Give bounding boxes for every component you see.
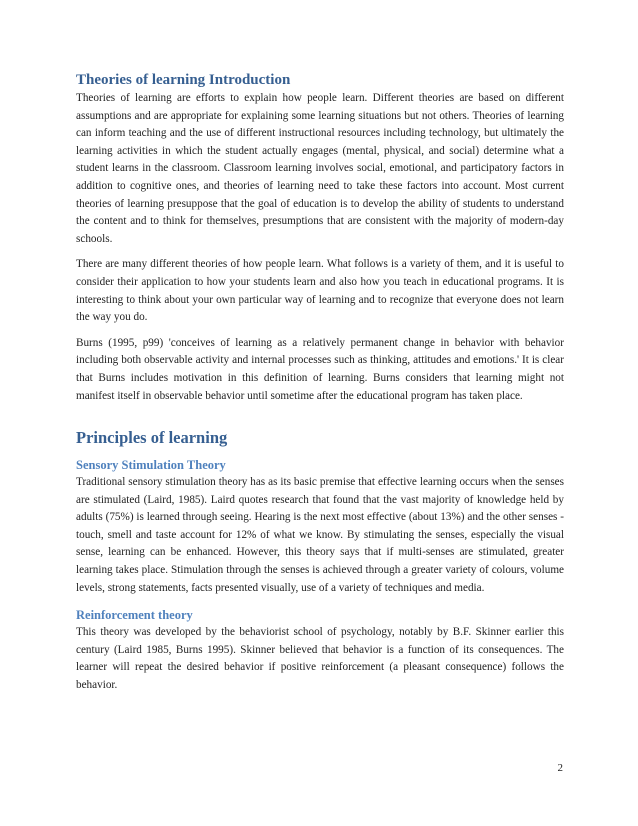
paragraph-burns: Burns (1995, p99) 'conceives of learning as a relatively permanent change in behavior with behavior including both observable activity and internal processes such as thinking, attitudes and emotions.' It is clear that Burns includes motivation in this definition of learning. Burns considers that learning might not manifest itself in observable behavior until sometime after the educational program has taken place. [76,336,564,402]
paragraph-reinforcement: This theory was developed by the behaviorist school of psychology, notably by B.F. Skinner earlier this century (Laird 1985, Burns 1995). Skinner believed that behavior is a function of its consequences. The learner will repeat the desired behavior if positive reinforcement (a pleasant consequence) follows the behavior. [76,626,564,692]
paragraph-sensory: Traditional sensory stimulation theory has as its basic premise that effective learning occurs when the senses are stimulated (Laird, 1985). Laird quotes research that found that the vast majority of knowledge held by adults (75%) is learned through seeing. Hearing is the next most effective (about 13%) and the other senses - touch, smell and taste account for 12% of what we know. By stimulating the senses, especially the visual sense, learning can be enhanced. However, this theory says that if multi-senses are stimulated, greater learning takes place. Stimulation through the senses is achieved through a greater variety of colours, volume levels, strong statements, facts presented visually, use of a variety of techniques and media. [76,476,564,594]
subheading-sensory: Sensory Stimulation Theory [76,458,226,473]
paragraph-intro: Theories of learning are efforts to explain how people learn. Different theories are based on different assumptions and are appropriate for explaining some learning situations but not others. Theories of learning can inform teaching and the use of different instructional resources including technology, but ultimately the learning activities in which the student actually engages (mental, physical, and social) determine what a student learns in the classroom. Classroom learning involves social, emotional, and participatory factors in addition to cognitive ones, and theories of learning need to take these factors into account. Most current theories of learning presuppose that the goal of education is to develop the ability of students to understand the content and to think for themselves, presumptions that are consistent with the majority of modern-day schools. [76,92,564,245]
heading-principles: Principles of learning [76,428,228,448]
heading-intro: Theories of learning Introduction [76,72,291,88]
paragraph-theories: There are many different theories of how people learn. What follows is a variety of them, and it is useful to consider their application to how your students learn and also how you teach in educational programs. It is interesting to think about your own particular way of learning and to recognize that everyone does not learn the way you do. [76,258,564,324]
page-content [76,70,564,695]
subheading-reinforcement: Reinforcement theory [76,608,193,623]
page-number: 2 [557,762,563,774]
